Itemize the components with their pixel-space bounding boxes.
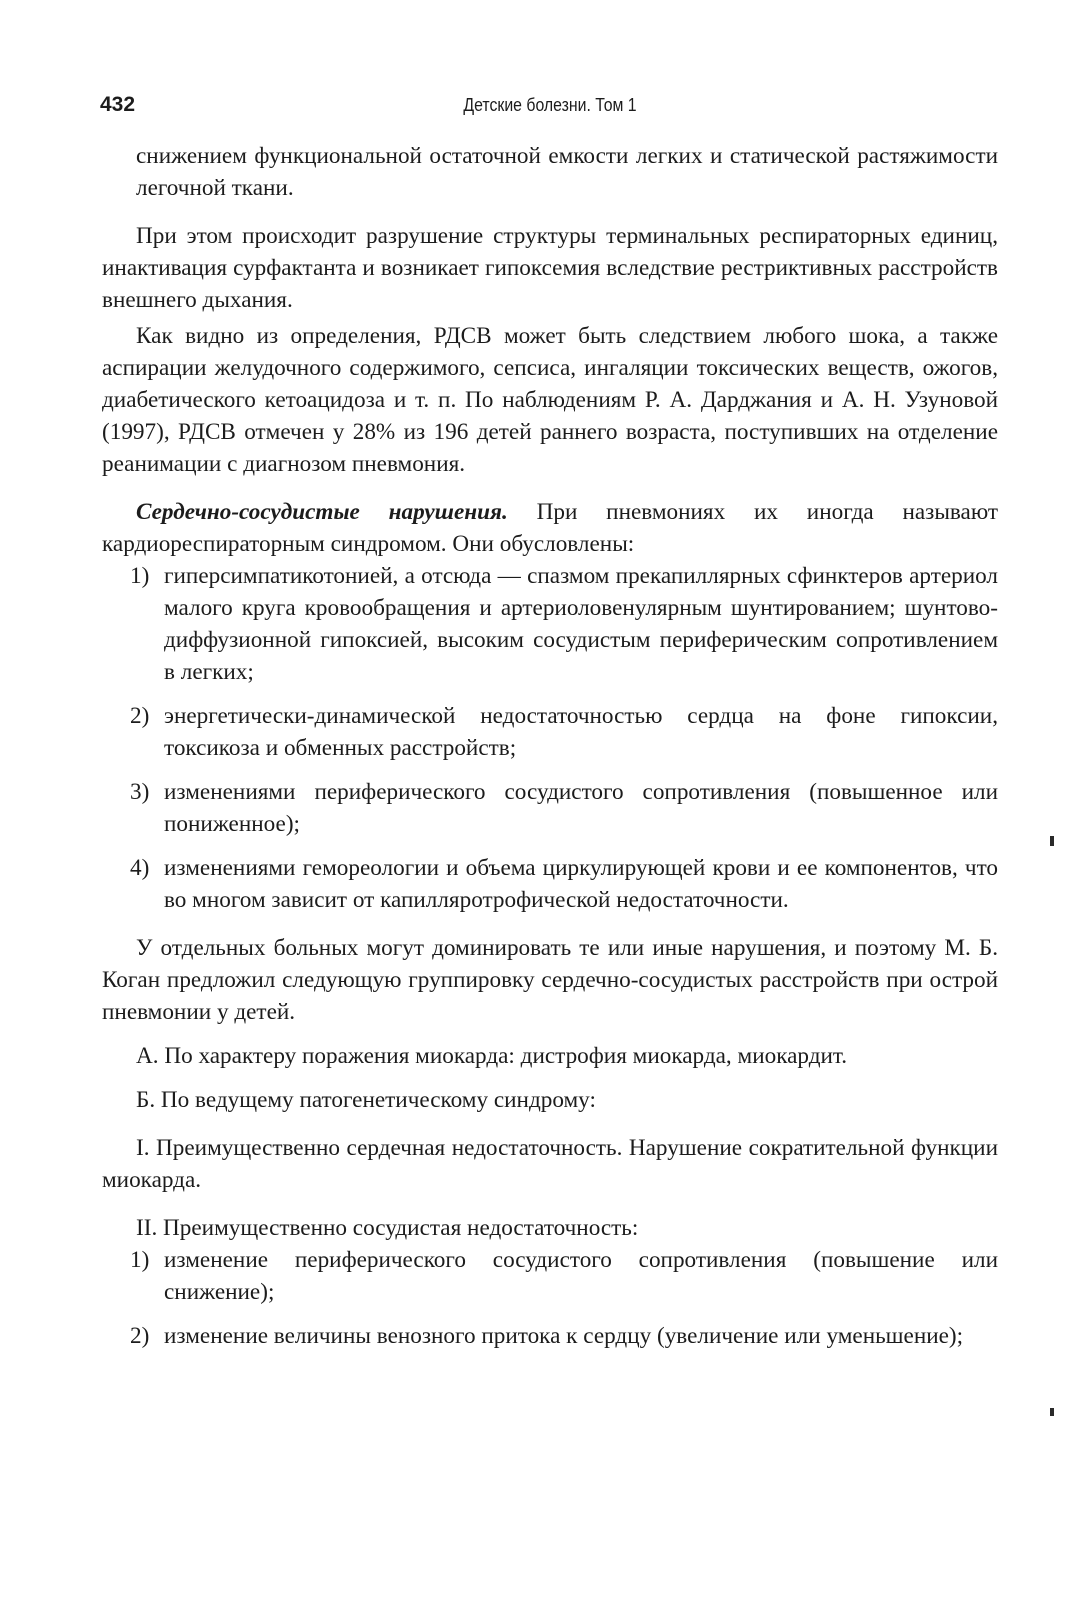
list-number: 4) bbox=[130, 855, 150, 881]
paragraph: I. Преимущественно сердечная недостаточность. Нарушение сократительной функции миокарда. bbox=[102, 1135, 998, 1193]
list-item bbox=[102, 560, 998, 688]
paragraph: Как видно из определения, РДСВ может быть следствием любого шока, а также аспирации желудочного содержимого, сепсиса, ингаляции токсических веществ, ожогов, диабетического кетоацидоза и т. п. По наблюдениям Р. А. Дарджания и А. Н. Узуновой (1997), РДСВ отмечен у 28% из 196 детей раннего возраста, поступивших на отделение реанимации с диагнозом пневмония. bbox=[102, 323, 998, 477]
list-item bbox=[102, 1320, 998, 1352]
running-head bbox=[100, 90, 1000, 120]
list-item bbox=[102, 700, 998, 764]
paragraph: А. По характеру поражения миокарда: дистрофия миокарда, миокардит. bbox=[136, 1043, 848, 1069]
section-paragraph bbox=[102, 496, 998, 560]
paragraph: Б. По ведущему патогенетическому синдрому: bbox=[136, 1087, 596, 1113]
scan-edge-mark bbox=[1050, 1408, 1054, 1416]
list-item bbox=[102, 852, 998, 916]
list-number: 1) bbox=[130, 1247, 150, 1273]
list-number: 1) bbox=[130, 563, 150, 589]
list-item-text: изменение периферического сосудистого сопротивления (повышение или снижение); bbox=[164, 1247, 998, 1305]
paragraph: При этом происходит разрушение структуры терминальных респираторных единиц, инактивация сурфактанта и возникает гипоксемия вследствие рестриктивных расстройств внешнего дыхания. bbox=[102, 223, 998, 313]
body-text bbox=[102, 140, 998, 1352]
list-item bbox=[102, 776, 998, 840]
list-number: 3) bbox=[130, 779, 150, 805]
causes-list bbox=[102, 560, 998, 916]
paragraph-continuation: снижением функциональной остаточной емкости легких и статической растяжимости легочной ткани. bbox=[136, 143, 998, 201]
vascular-list bbox=[102, 1244, 998, 1352]
paragraph: II. Преимущественно сосудистая недостаточность: bbox=[136, 1215, 639, 1241]
paragraph: У отдельных больных могут доминировать те или иные нарушения, и поэтому М. Б. Коган предложил следующую группировку сердечно-сосудистых расстройств при острой пневмонии у детей. bbox=[102, 935, 998, 1025]
list-item bbox=[102, 1244, 998, 1308]
list-number: 2) bbox=[130, 1323, 150, 1349]
list-item-text: изменение величины венозного притока к сердцу (увеличение или уменьшение); bbox=[164, 1323, 964, 1349]
inline-heading: Сердечно-сосудистые нарушения. bbox=[136, 499, 508, 525]
list-number: 2) bbox=[130, 703, 150, 729]
list-item-text: гиперсимпатикотонией, а отсюда — спазмом прекапиллярных сфинктеров артериол малого круга кровообращения и артериоловенулярным шунтированием; шунтово-диффузионной гипоксией, высоким сосудистым периферическим сопротивлением в легких; bbox=[164, 563, 998, 685]
list-item-text: изменениями гемореологии и объема циркулирующей крови и ее компонентов, что во многом зависит от капилляротрофической недостаточности. bbox=[164, 855, 998, 913]
paragraph-text: При пневмониях их иногда называют кардиореспираторным синдромом. Они обусловлены: bbox=[102, 499, 998, 557]
book-title: Детские болезни. Том 1 bbox=[463, 95, 637, 115]
page-number: 432 bbox=[100, 93, 136, 116]
list-item-text: изменениями периферического сосудистого сопротивления (повышенное или пониженное); bbox=[164, 779, 998, 837]
scan-edge-mark bbox=[1050, 836, 1054, 846]
list-item-text: энергетически-динамической недостаточностью сердца на фоне гипоксии, токсикоза и обменных расстройств; bbox=[164, 703, 998, 761]
